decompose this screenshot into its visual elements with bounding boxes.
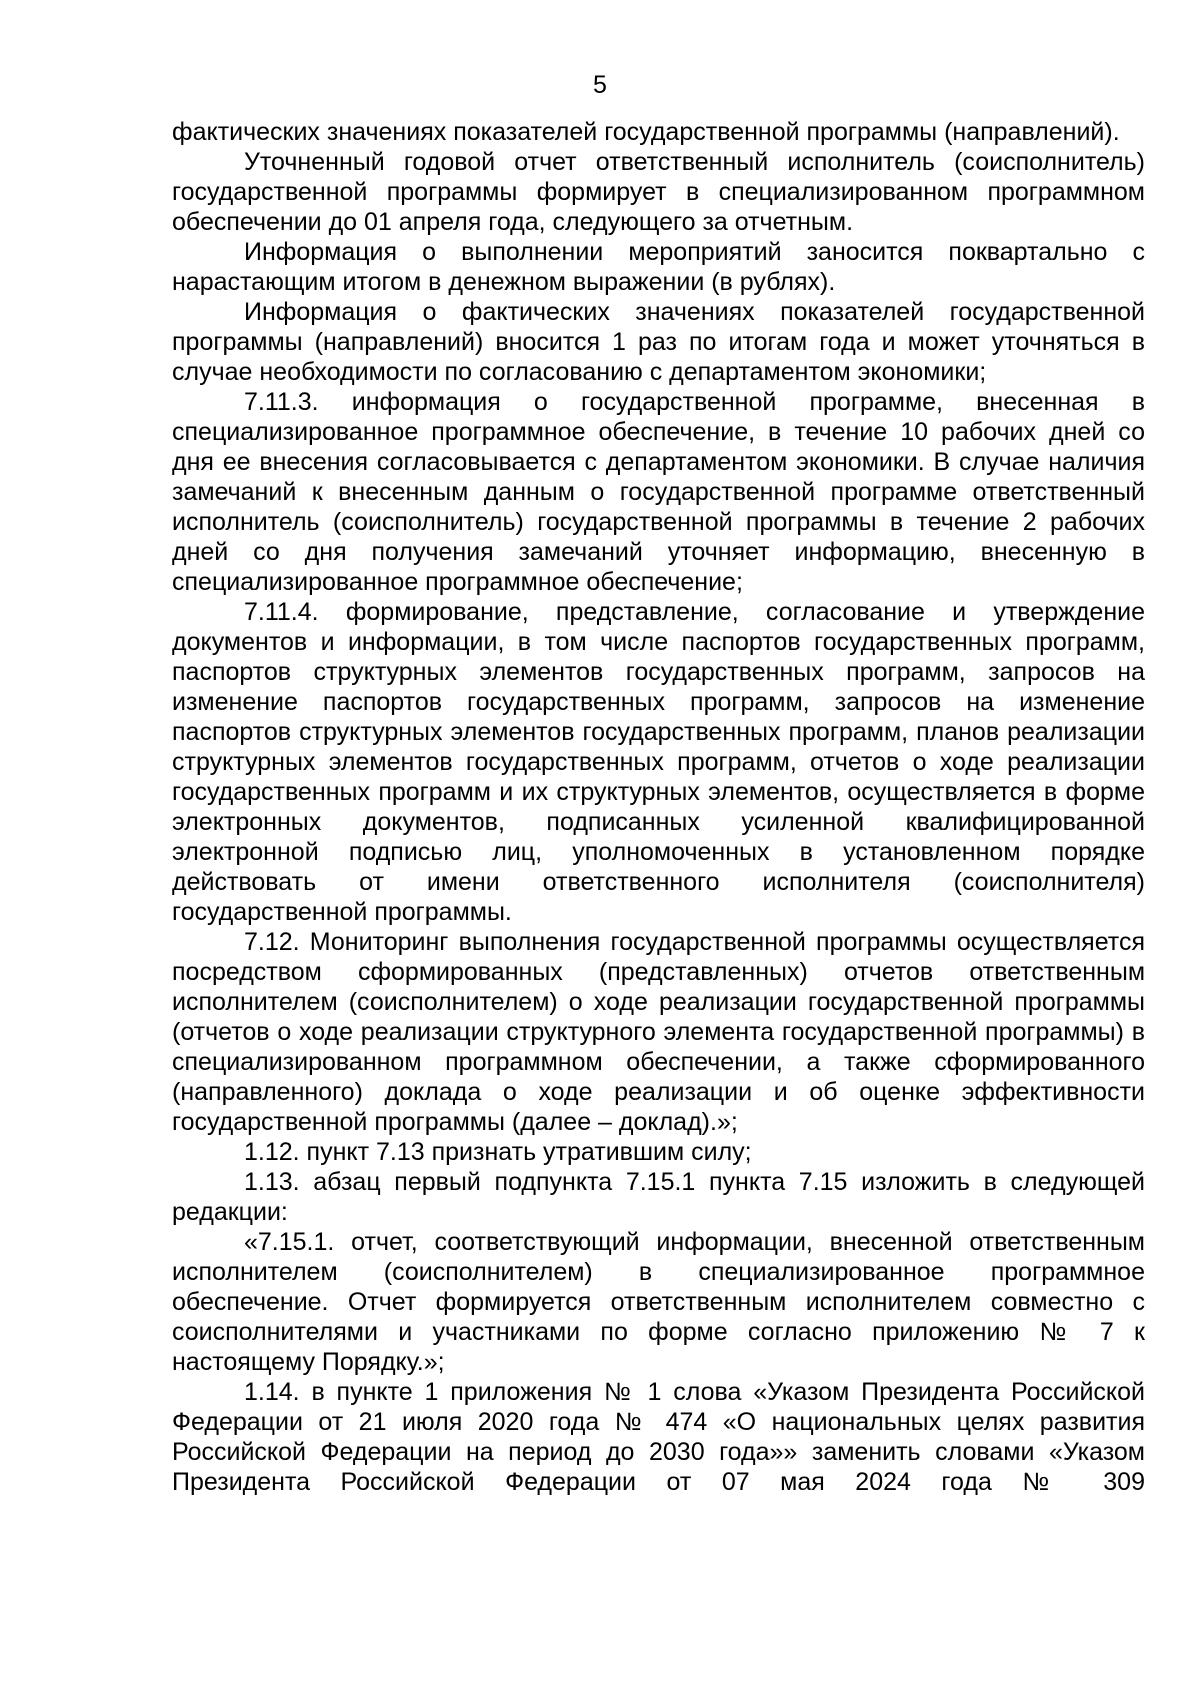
paragraph-7-11-3: 7.11.3. информация о государственной программе, внесенная в специализированное программное обеспечение, в течение 10 рабочих дней со дня ее внесения согласовывается с департаментом экономики. В случае наличия замечаний к внесенным данным о государственной программе ответственный исполнитель (соисполнитель) государственной программы в течение 2 рабочих дней со дня получения замечаний уточняет информацию, внесенную в специализированное программное обеспечение;	[172, 388, 1145, 596]
paragraph-7-11-4: 7.11.4. формирование, представление, согласование и утверждение документов и информации, в том числе паспортов государственных программ, паспортов структурных элементов государственных программ, запросов на изменение паспортов государственных программ, запросов на изменение паспортов структурных элементов государственных программ, планов реализации структурных элементов государственных программ, отчетов о ходе реализации государственных программ и их структурных элементов, осуществляется в форме электронных документов, подписанных усиленной квалифицированной электронной подписью лиц, уполномоченных в установленном порядке действовать от имени ответственного исполнителя (соисполнителя) государственной программы.	[172, 598, 1145, 926]
paragraph-1-12: 1.12. пункт 7.13 признать утратившим силу;	[244, 1138, 752, 1166]
paragraph-7-15-1-quote: «7.15.1. отчет, соответствующий информации, внесенной ответственным исполнителем (соисполнителем) в специализированное программное обеспечение. Отчет формируется ответственным исполнителем совместно с соисполнителями и участниками по форме согласно приложению № 7 к настоящему Порядку.»;	[172, 1228, 1145, 1376]
paragraph-continuation: фактических значениях показателей государственной программы (направлений).	[172, 118, 1120, 146]
paragraph-1-14: 1.14. в пункте 1 приложения № 1 слова «Указом Президента Российской Федерации от 21 июля 2020 года № 474 «О национальных целях развития Российской Федерации на период до 2030 года»» заменить словами «Указом Президента Российской Федерации от 07 мая 2024 года № 309	[172, 1378, 1145, 1496]
paragraph-1-13: 1.13. абзац первый подпункта 7.15.1 пункта 7.15 изложить в следующей редакции:	[172, 1168, 1145, 1226]
paragraph: Информация о выполнении мероприятий заносится поквартально с нарастающим итогом в денежном выражении (в рублях).	[172, 238, 1145, 296]
page-number: 5	[593, 71, 607, 99]
document-body	[172, 117, 1145, 1497]
paragraph-7-12: 7.12. Мониторинг выполнения государственной программы осуществляется посредством сформированных (представленных) отчетов ответственным исполнителем (соисполнителем) о ходе реализации государственной программы (отчетов о ходе реализации структурного элемента государственной программы) в специализированном программном обеспечении, а также сформированного (направленного) доклада о ходе реализации и об оценке эффективности государственной программы (далее – доклад).»;	[172, 928, 1145, 1136]
paragraph: Информация о фактических значениях показателей государственной программы (направлений) вносится 1 раз по итогам года и может уточняться в случае необходимости по согласованию с департаментом экономики;	[172, 298, 1145, 386]
paragraph: Уточненный годовой отчет ответственный исполнитель (соисполнитель) государственной программы формирует в специализированном программном обеспечении до 01 апреля года, следующего за отчетным.	[172, 148, 1145, 236]
